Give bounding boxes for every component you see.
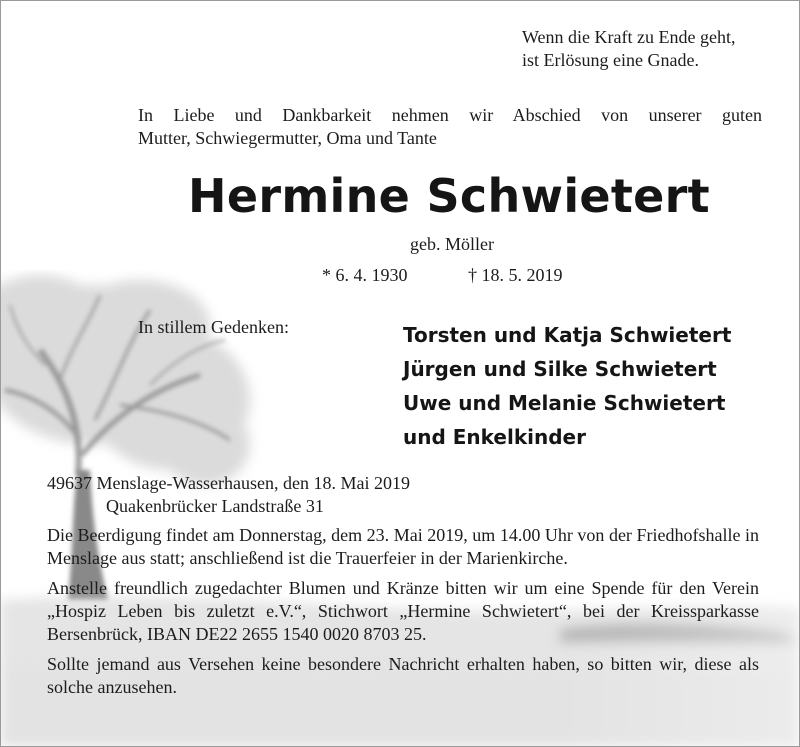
life-dates	[322, 264, 622, 287]
relative-entry: Uwe und Melanie Schwietert	[403, 391, 726, 415]
birth-name: geb. Möller	[410, 234, 494, 254]
donation-paragraph: Anstelle freundlich zugedachter Blumen und Kränze bitten wir um eine Spende für den Verein „Hospiz Leben bis zuletzt e.V.“, Stichwort „Hermine Schwietert“, bei der Kreissparkasse Bersenbrück, IBAN DE22 2655 1540 0020 8703 25.	[47, 578, 759, 644]
relative-entry: und Enkelkinder	[403, 425, 586, 449]
intro-line: Mutter, Schwiegermutter, Oma und Tante	[138, 128, 437, 148]
notice-paragraph: Sollte jemand aus Versehen keine besondere Nachricht erhalten haben, so bitten wir, diese als solche anzusehen.	[47, 654, 759, 697]
relative-entry: Jürgen und Silke Schwietert	[403, 357, 717, 381]
relative-entry: Torsten und Katja Schwietert	[403, 323, 732, 347]
relatives-list	[403, 318, 793, 454]
motto-line: ist Erlösung eine Gnade.	[522, 50, 699, 70]
death-date: † 18. 5. 2019	[468, 265, 563, 285]
notice-paragraphs	[47, 524, 759, 706]
address-block	[47, 472, 410, 518]
birth-date: * 6. 4. 1930	[322, 265, 408, 285]
deceased-name: Hermine Schwietert	[188, 169, 710, 223]
motto-verse	[522, 26, 772, 72]
mourning-label: In stillem Gedenken:	[138, 317, 289, 337]
street-address: Quakenbrücker Landstraße 31	[106, 496, 324, 516]
funeral-paragraph: Die Beerdigung findet am Donnerstag, dem 23. Mai 2019, um 14.00 Uhr von der Friedhofshalle in Menslage aus statt; anschließend ist die Trauerfeier in der Marienkirche.	[47, 525, 759, 568]
motto-line: Wenn die Kraft zu Ende geht,	[522, 27, 736, 47]
intro-text	[138, 104, 762, 150]
intro-line: In Liebe und Dankbarkeit nehmen wir Abschied von unserer guten	[138, 105, 762, 125]
place-and-date: 49637 Menslage-Wasserhausen, den 18. Mai 2019	[47, 473, 410, 493]
